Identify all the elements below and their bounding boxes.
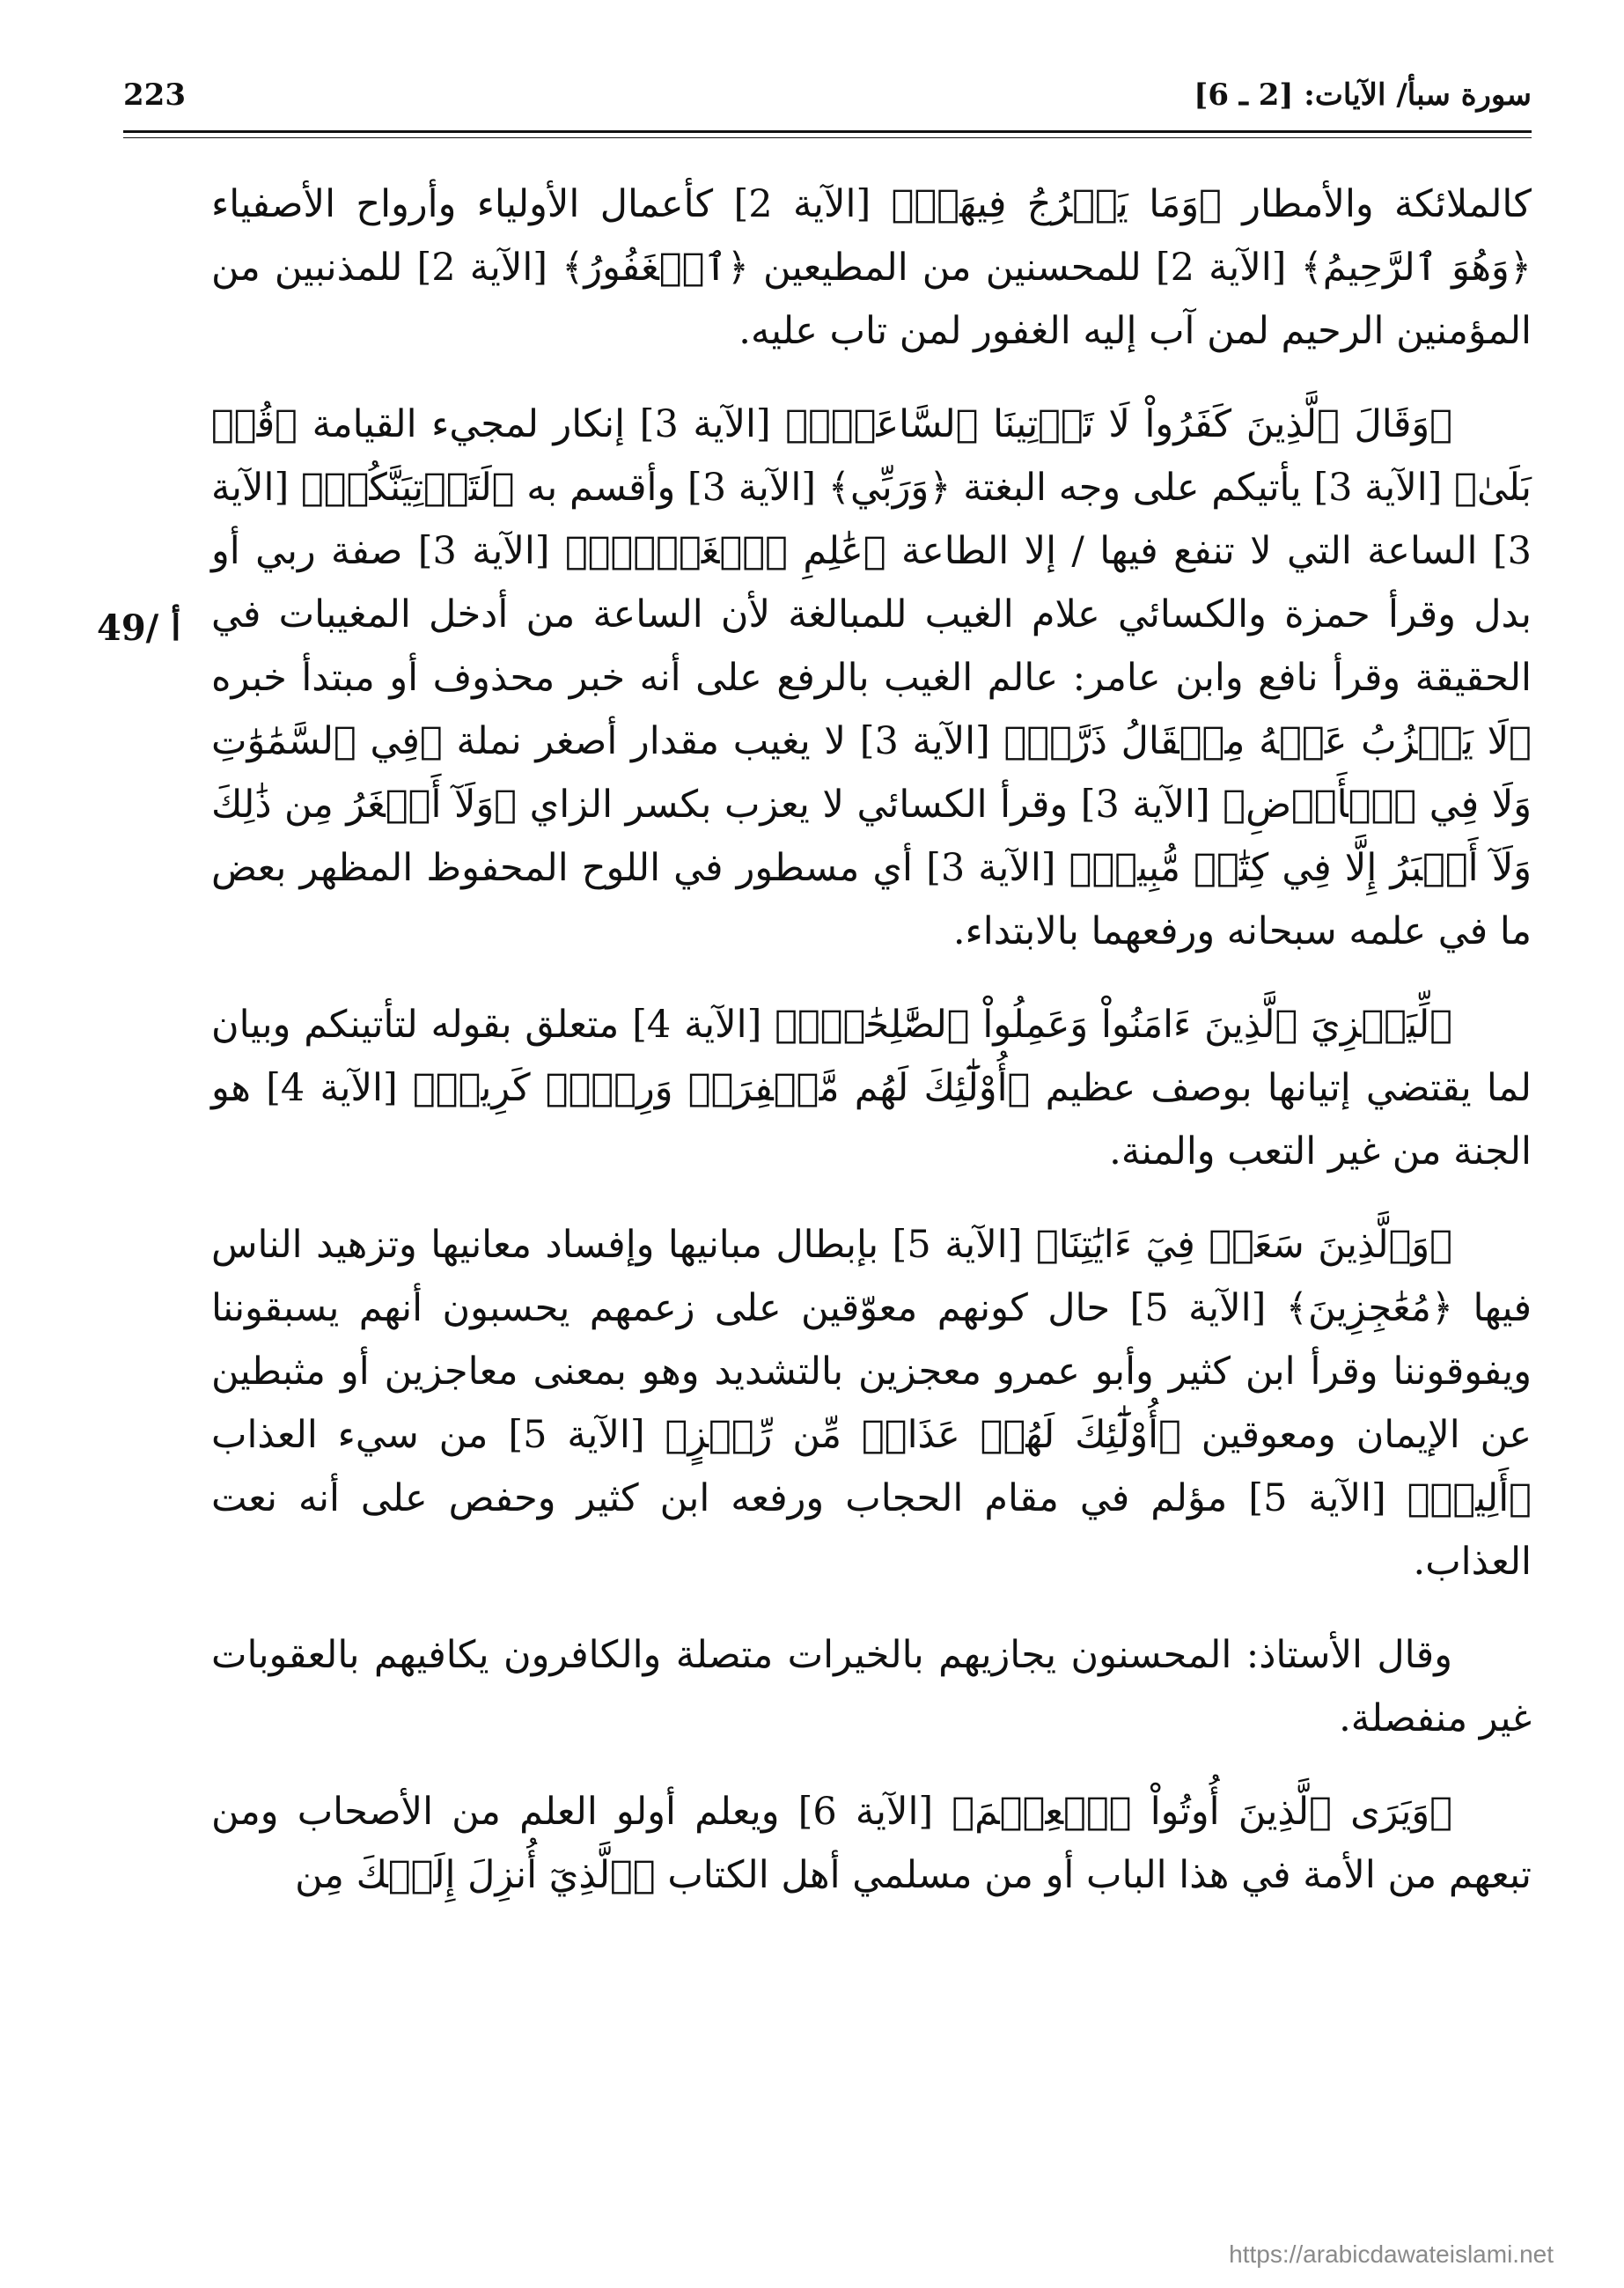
paragraph-2: ﴿وَقَالَ ٱلَّذِينَ كَفَرُواْ لَا تَأۡتِينَا ٱلسَّاعَةُۖ﴾ [الآية 3] إنكار لمجيء القيامة ﴿قُلۡ بَلَىٰ﴾ [الآية 3] يأتيكم على وجه البغتة ﴿وَرَبِّي﴾ [الآية 3] وأقسم به ﴿لَتَأۡتِيَنَّكُمۡ﴾ [الآية 3] الساعة التي لا تنفع فيها / إلا الطاعة ﴿عَٰلِمِ ٱلۡغَيۡبِۖ﴾ [الآية 3] صفة ربي أو بدل وقرأ حمزة والكسائي علام الغيب للمبالغة لأن الساعة من أدخل المغيبات في الحقيقة وقرأ نافع وابن عامر: عالم الغيب بالرفع على أنه خبر محذوف أو مبتدأ خبره ﴿لَا يَعۡزُبُ عَنۡهُ مِثۡقَالُ ذَرَّةٖ﴾ [الآية 3] لا يغيب مقدار أصغر نملة ﴿فِي ٱلسَّمَٰوَٰتِ وَلَا فِي ٱلۡأَرۡضِ﴾ [الآية 3] وقرأ الكسائي لا يعزب بكسر الزاي ﴿وَلَآ أَصۡغَرُ مِن ذَٰلِكَ وَلَآ أَكۡبَرُ إِلَّا فِي كِتَٰبٖ مُّبِينٖ﴾ [الآية 3] أي مسطور في اللوح المحفوظ المظهر بعض ما في علمه سبحانه ورفعهما بالابتداء.: [211, 402, 1532, 953]
header-rule-thin: [123, 137, 1532, 138]
manuscript-folio-note: 49/ أ: [97, 607, 181, 649]
chapter-title: سورة سبأ/ الآيات: [2 ـ 6]: [1194, 77, 1532, 113]
page-number: 223: [123, 77, 186, 113]
paragraph-4: ﴿وَٱلَّذِينَ سَعَوۡ فِيٓ ءَايَٰتِنَا﴾ [الآية 5] بإبطال مبانيها وإفساد معانيها وتزهيد الناس فيها ﴿مُعَٰجِزِينَ﴾ [الآية 5] حال كونهم معوّقين على زعمهم يحسبون أنهم يسبقوننا ويفوقوننا وقرأ ابن كثير وأبو عمرو معجزين بالتشديد وهو بمعنى معاجزين أو مثبطين عن الإيمان ومعوقين ﴿أُوْلَٰٓئِكَ لَهُمۡ عَذَابٞ مِّن رِّجۡزٍ﴾ [الآية 5] من سيء العذاب ﴿أَلِيمٞ﴾ [الآية 5] مؤلم في مقام الحجاب ورفعه ابن كثير وحفص على أنه نعت العذاب.: [211, 1223, 1532, 1584]
running-header: [123, 77, 1532, 130]
page-body: [211, 173, 1532, 1937]
header-rule-thick: [123, 130, 1532, 133]
paragraph-5: وقال الأستاذ: المحسنون يجازيهم بالخيرات متصلة والكافرون يكافيهم بالعقوبات غير منفصلة.: [211, 1633, 1532, 1740]
watermark-url: https://arabicdawateislami.net: [1229, 2240, 1554, 2268]
paragraph-3: ﴿لِّيَجۡزِيَ ٱلَّذِينَ ءَامَنُواْ وَعَمِلُواْ ٱلصَّٰلِحَٰتِۚ﴾ [الآية 4] متعلق بقوله لتأتينكم وبيان لما يقتضي إتيانها بوصف عظيم ﴿أُوْلَٰٓئِكَ لَهُم مَّغۡفِرَةٞ وَرِزۡقٞ كَرِيمٞ﴾ [الآية 4] هو الجنة من غير التعب والمنة.: [211, 1003, 1532, 1173]
paragraph-6: ﴿وَيَرَى ٱلَّذِينَ أُوتُواْ ٱلۡعِلۡمَ﴾ [الآية 6] ويعلم أولو العلم من الأصحاب ومن تبعهم من الأمة في هذا الباب أو من مسلمي أهل الكتاب ﴿ٱلَّذِيٓ أُنزِلَ إِلَيۡكَ مِن: [211, 1790, 1532, 1897]
paragraph-1: كالملائكة والأمطار ﴿وَمَا يَعۡرُجُ فِيهَاۚ﴾ [الآية 2] كأعمال الأولياء وأرواح الأصفياء ﴿وَهُوَ ٱلرَّحِيمُ﴾ [الآية 2] للمحسنين من المطيعين ﴿ٱلۡغَفُورُ﴾ [الآية 2] للمذنبين من المؤمنين الرحيم لمن آب إليه الغفور لمن تاب عليه.: [211, 182, 1532, 353]
